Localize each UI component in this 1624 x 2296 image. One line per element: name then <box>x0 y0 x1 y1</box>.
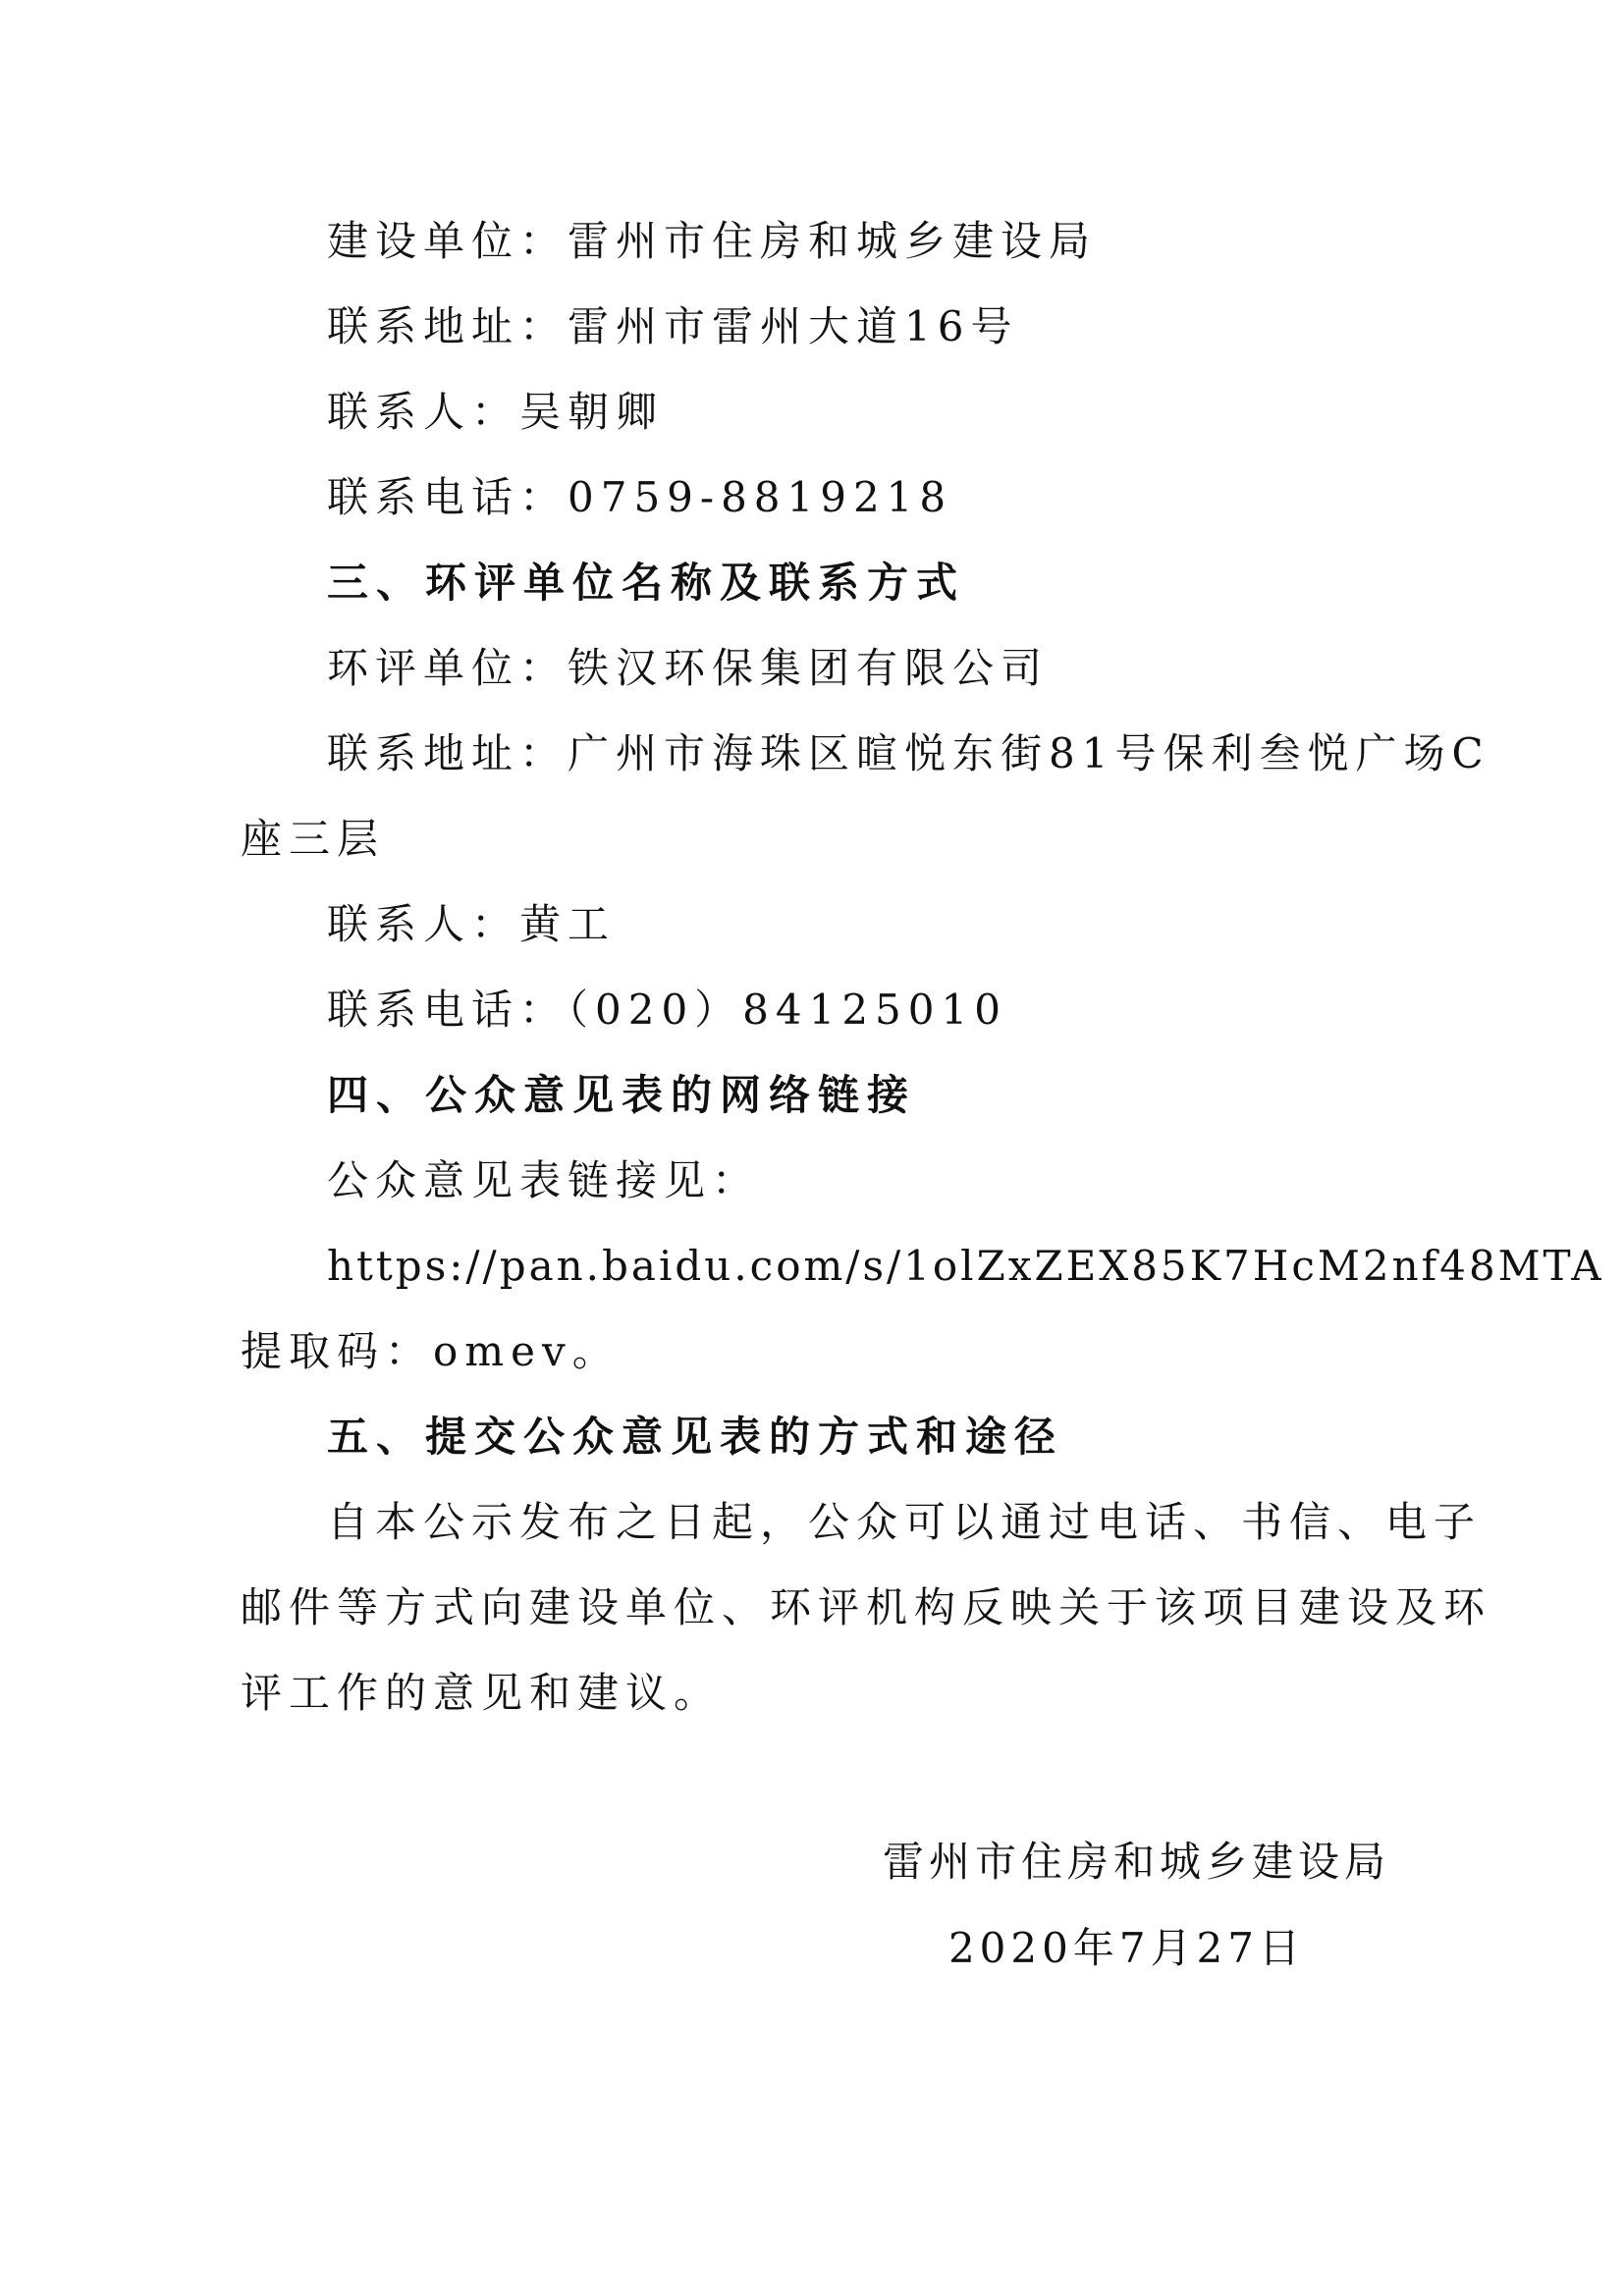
section4-heading: 四、公众意见表的网络链接 <box>327 1071 917 1119</box>
submission-para-line3: 评工作的意见和建议。 <box>241 1669 723 1717</box>
builder-contact: 联系人：吴朝卿 <box>327 388 665 436</box>
eia-address-line1: 联系地址：广州市海珠区暄悦东街81号保利叁悦广场C <box>327 729 1490 777</box>
eia-address-line2: 座三层 <box>241 815 386 863</box>
submission-para-line1: 自本公示发布之日起，公众可以通过电话、书信、电子 <box>327 1498 1483 1546</box>
extraction-code: 提取码：omev。 <box>241 1327 621 1375</box>
opinion-form-intro: 公众意见表链接见： <box>327 1156 761 1204</box>
opinion-form-link[interactable]: https://pan.baidu.com/s/1olZxZEX85K7HcM2nf48MTA <box>327 1242 1604 1290</box>
section3-heading: 三、环评单位名称及联系方式 <box>327 559 966 607</box>
eia-unit: 环评单位：铁汉环保集团有限公司 <box>327 644 1050 692</box>
eia-phone: 联系电话：（020）84125010 <box>327 986 1007 1034</box>
builder-unit: 建设单位：雷州市住房和城乡建设局 <box>327 217 1098 265</box>
builder-phone: 联系电话：0759-8819218 <box>327 473 953 521</box>
section5-heading: 五、提交公众意见表的方式和途径 <box>327 1413 1064 1461</box>
signature-date: 2020年7月27日 <box>947 1924 1305 1972</box>
signature-org: 雷州市住房和城乡建设局 <box>882 1838 1390 1886</box>
builder-address: 联系地址：雷州市雷州大道16号 <box>327 302 1019 350</box>
eia-contact: 联系人：黄工 <box>327 900 617 948</box>
submission-para-line2: 邮件等方式向建设单位、环评机构反映关于该项目建设及环 <box>241 1583 1492 1631</box>
